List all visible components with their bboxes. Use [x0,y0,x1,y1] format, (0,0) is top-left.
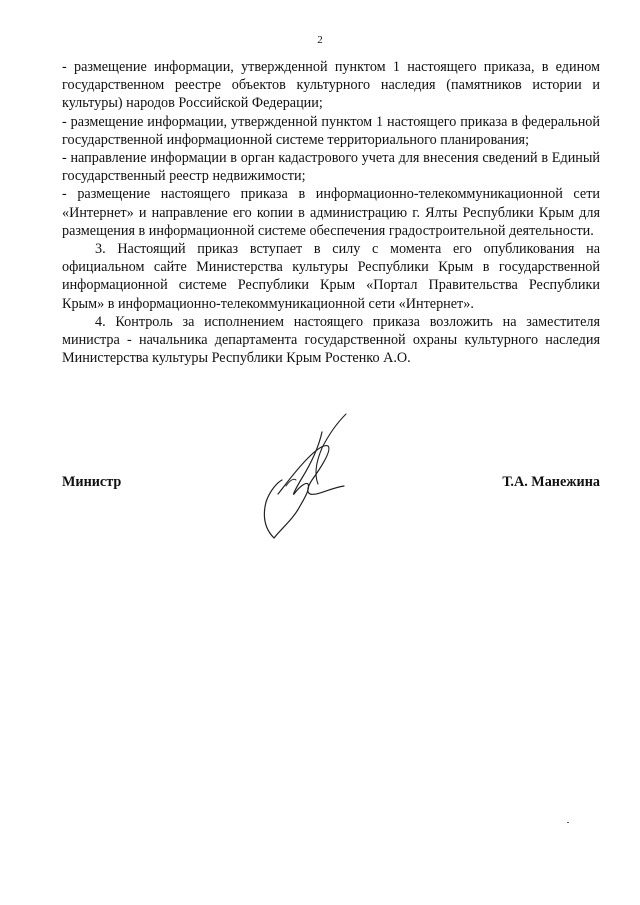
signatory-name: Т.А. Манежина [502,474,600,490]
paragraph-6: 4. Контроль за исполнением настоящего приказа возложить на заместителя министра - начальника департамента государственной охраны культурного наследия Министерства культуры Республики Крым Ростенко А.О. [62,313,600,367]
paragraph-1: - размещение информации, утвержденной пунктом 1 настоящего приказа, в едином государственном реестре объектов культурного наследия (памятников истории и культуры) народов Российской Федерации; [62,59,600,112]
paragraph-2: - размещение информации, утвержденной пунктом 1 настоящего приказа в федеральной государственной информационной системе территориального планирования; [62,113,600,148]
paragraph-5: 3. Настоящий приказ вступает в силу с момента его опубликования на официальном сайте Министерства культуры Республики Крым в государственной информационной системе Республики Крым «Портал Правительства Республики Крым» в информационно-телекоммуникационной сети «Интернет». [62,241,600,312]
document-body [62,58,600,367]
scan-artifact [567,822,569,823]
paragraph-3: - направление информации в орган кадастрового учета для внесения сведений в Единый государственный реестр недвижимости; [62,150,600,185]
paragraph-4: - размещение настоящего приказа в информационно-телекоммуникационной сети «Интернет» и направление его копии в администрацию г. Ялты Республики Крым для размещения в информационной системе обеспечения градостроительной деятельности. [62,186,600,239]
signature-block [62,474,600,494]
signatory-title: Министр [62,474,122,490]
page-number: 2 [317,34,323,46]
